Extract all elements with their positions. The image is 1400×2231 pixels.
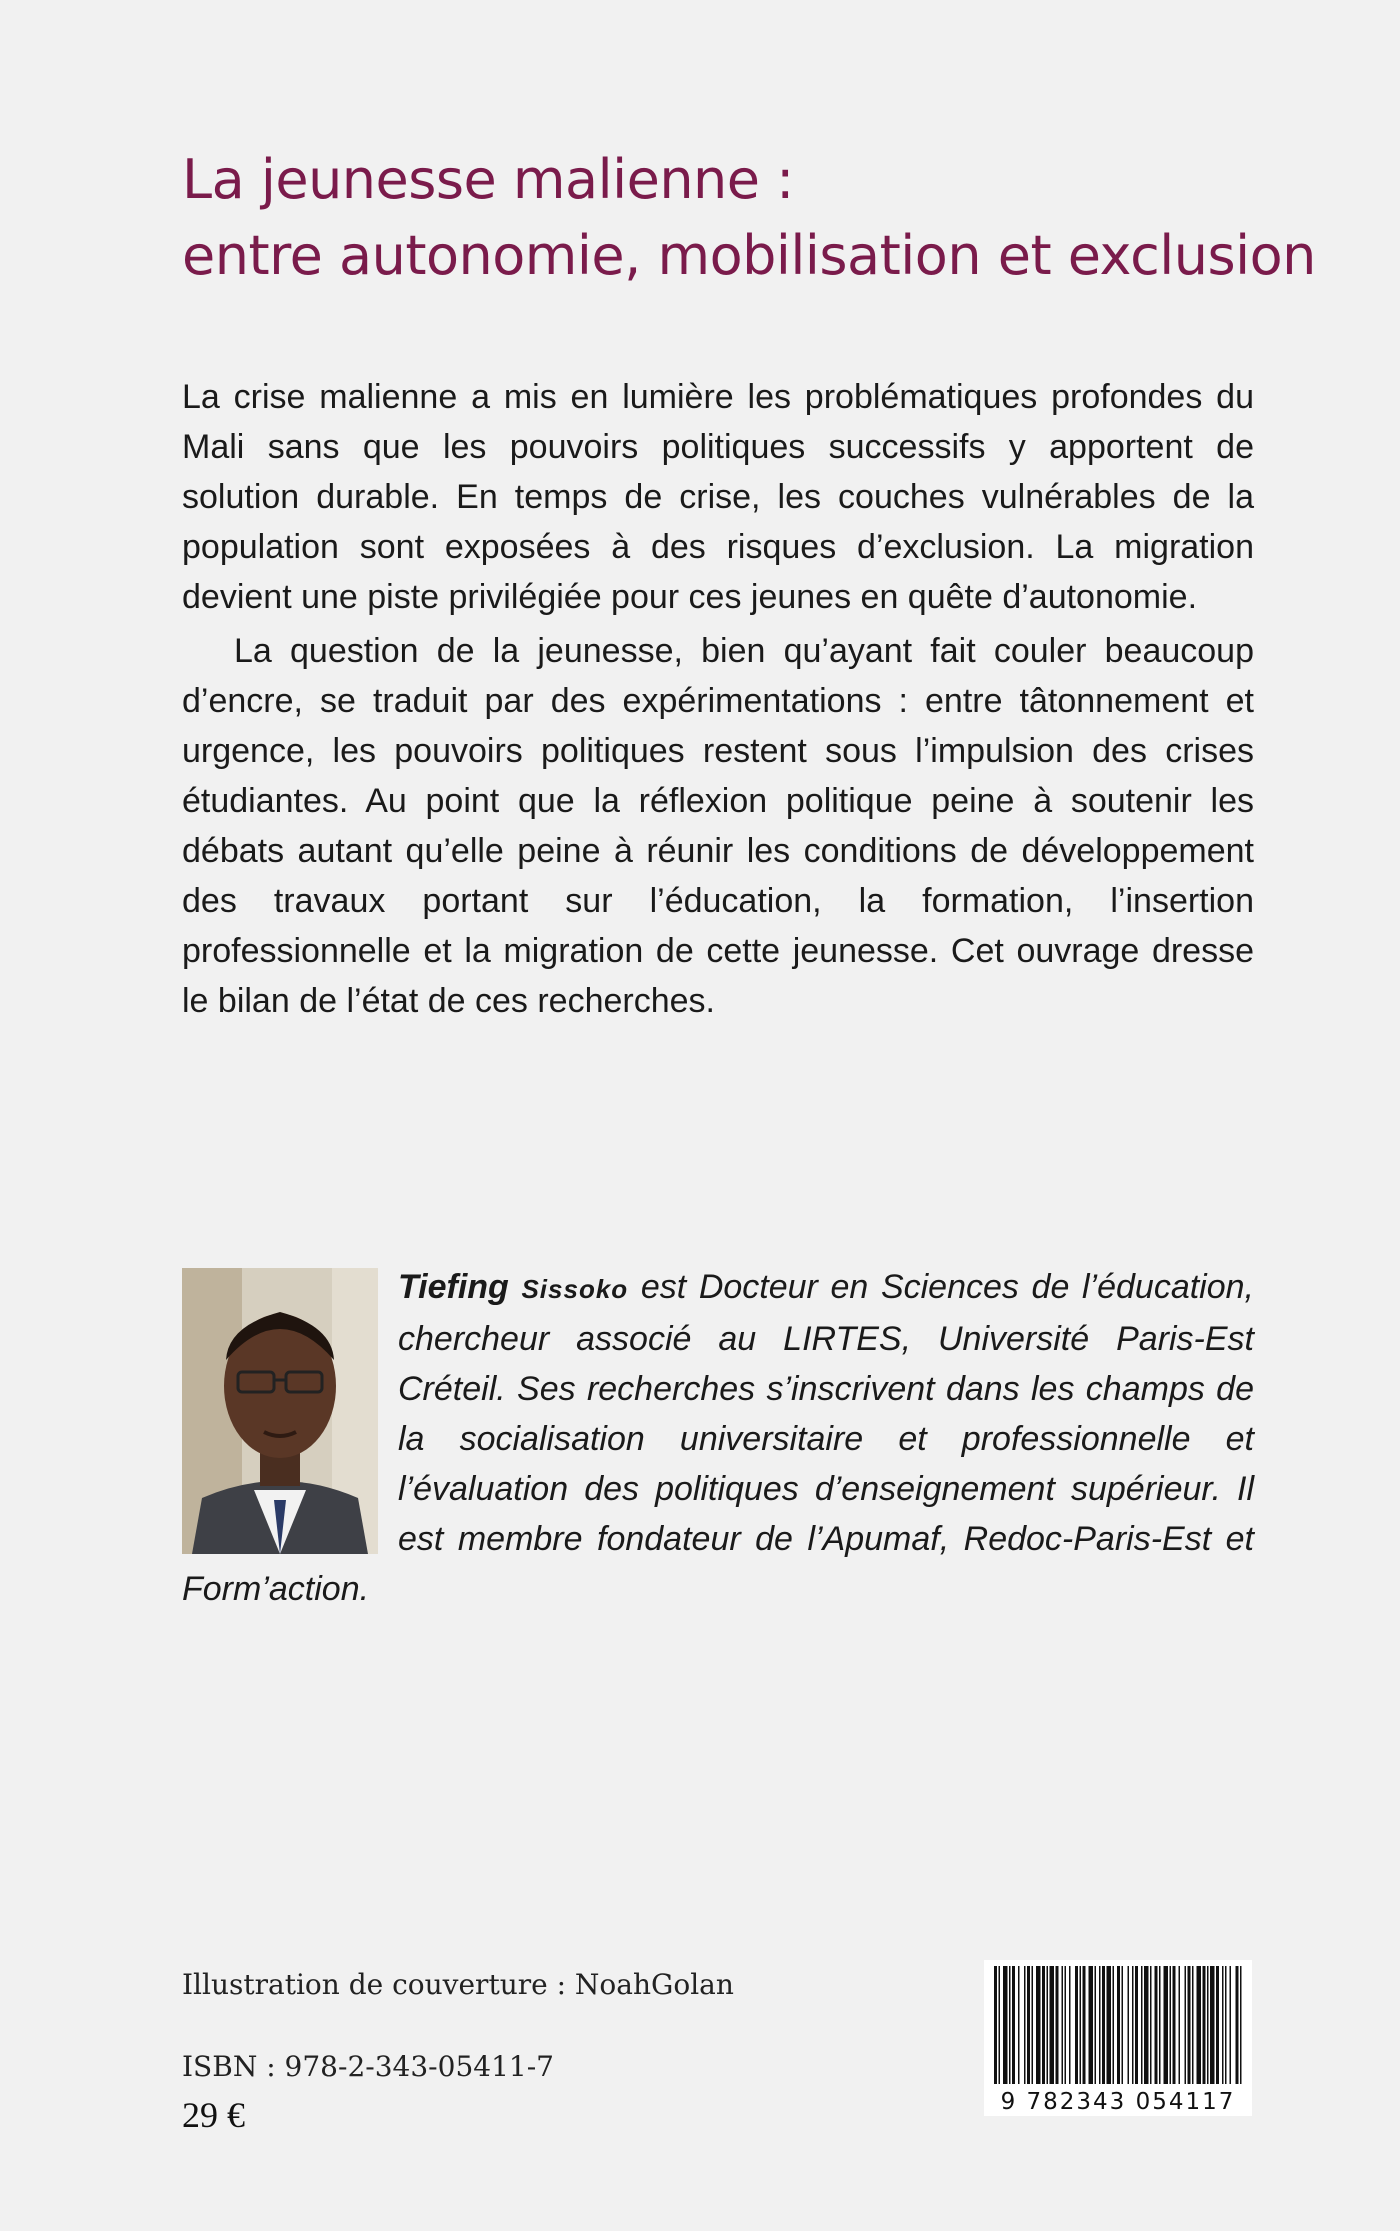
author-bio-text: est Docteur en Sciences de l’éducation, chercheur associé au LIRTES, Université Paris-Est Créteil. Ses recherches s’inscrivent dans les champs de la socialisation universitaire et professionnelle et l’évaluation des politiques d’enseignement supérieur. Il est membre fondateur de l’Apumaf, Redoc-Paris-Est et Form’action.: [182, 1268, 1254, 1608]
barcode-bar: [1150, 1966, 1152, 2084]
barcode-bar: [1117, 1966, 1120, 2084]
barcode-bar: [1192, 1966, 1194, 2084]
barcode-bar: [1188, 1966, 1191, 2084]
barcode-bar: [1225, 1966, 1227, 2084]
barcode-bar: [1135, 1966, 1138, 2084]
barcode-bar: [1032, 1966, 1034, 2084]
barcode-bar: [1236, 1966, 1239, 2084]
barcode-bar: [1141, 1966, 1143, 2084]
barcode-bar: [1069, 1966, 1071, 2084]
barcode-bar: [994, 1966, 997, 2084]
barcode-bar: [1012, 1966, 1015, 2084]
barcode-bar: [1027, 1966, 1030, 2084]
barcode-bar: [1210, 1966, 1215, 2084]
barcode-bar: [1099, 1966, 1101, 2084]
barcode-bar: [1207, 1966, 1209, 2084]
barcode-bar: [1009, 1966, 1011, 2084]
barcode-bar: [1113, 1966, 1115, 2084]
barcode-bar: [1050, 1966, 1055, 2084]
barcode-bar: [1179, 1966, 1181, 2084]
barcode-bar: [1107, 1966, 1112, 2084]
barcode-bar: [1042, 1966, 1045, 2084]
barcode-bar: [1144, 1966, 1149, 2084]
author-bio: [182, 1262, 1254, 1614]
price: 29 €: [182, 2095, 245, 2135]
barcode-bar: [1222, 1966, 1224, 2084]
barcode-bar: [1216, 1966, 1219, 2084]
barcode-bar: [1197, 1966, 1202, 2084]
barcode-bar: [1132, 1966, 1134, 2084]
barcode-bar: [1185, 1966, 1187, 2084]
author-first-name: Tiefing: [398, 1268, 509, 1306]
barcode-bar: [1024, 1966, 1026, 2084]
barcode-bar: [999, 1966, 1001, 2084]
author-last-name: Sissoko: [521, 1274, 629, 1304]
barcode-bar: [1065, 1966, 1067, 2084]
barcode-bar: [1170, 1966, 1172, 2084]
barcode-bar: [1075, 1966, 1078, 2084]
barcode-bar: [1173, 1966, 1176, 2084]
summary-paragraph-1: La crise malienne a mis en lumière les problématiques profondes du Mali sans que les pouvoirs politiques successifs y apportent de solution durable. En temps de crise, les couches vulnérables de la population sont exposées à des risques d’exclusion. La migration devient une piste privilégiée pour ces jeunes en quête d’autonomie.: [182, 378, 1254, 616]
barcode-bar: [1056, 1966, 1059, 2084]
barcode-bar: [1155, 1966, 1158, 2084]
barcode-bar: [1128, 1966, 1130, 2084]
title-line-2: entre autonomie, mobilisation et exclusion: [182, 224, 1316, 287]
barcode-bar: [1095, 1966, 1097, 2084]
barcode-bar: [1080, 1966, 1082, 2084]
title-line-1: La jeunesse malienne :: [182, 148, 794, 211]
barcode-bar: [1159, 1966, 1161, 2084]
book-summary: [182, 372, 1254, 1026]
barcode-bar: [1102, 1966, 1105, 2084]
barcode-bar: [1230, 1966, 1232, 2084]
cover-illustration-credit: Illustration de couverture : NoahGolan: [182, 1968, 734, 2001]
barcode-bar: [1003, 1966, 1008, 2084]
barcode-bar: [1240, 1966, 1242, 2084]
barcode-bar: [1047, 1966, 1049, 2084]
photo-spacer: [182, 1262, 398, 1552]
barcode-bar: [1122, 1966, 1124, 2084]
barcode-bar: [1036, 1966, 1041, 2084]
barcode-digits: 9 782343 054117: [984, 2088, 1252, 2116]
barcode-bar: [1018, 1966, 1020, 2084]
barcode-bar: [1203, 1966, 1206, 2084]
book-title: [182, 142, 1316, 294]
barcode-bar: [1089, 1966, 1094, 2084]
barcode-bar: [1062, 1966, 1064, 2084]
barcode-bar: [1164, 1966, 1169, 2084]
isbn: ISBN : 978-2-343-05411-7: [182, 2050, 554, 2083]
summary-paragraph-2: La question de la jeunesse, bien qu’ayant fait couler beaucoup d’encre, se traduit par des expérimentations : entre tâtonnement et urgence, les pouvoirs politiques restent sous l’impulsion des crises étudiantes. Au point que la réflexion politique peine à soutenir les débats autant qu’elle peine à réunir les conditions de développement des travaux portant sur l’éducation, la formation, l’insertion professionnelle et la migration de cette jeunesse. Cet ouvrage dresse le bilan de l’état de ces recherches.: [182, 632, 1254, 1020]
barcode-bar: [1083, 1966, 1086, 2084]
